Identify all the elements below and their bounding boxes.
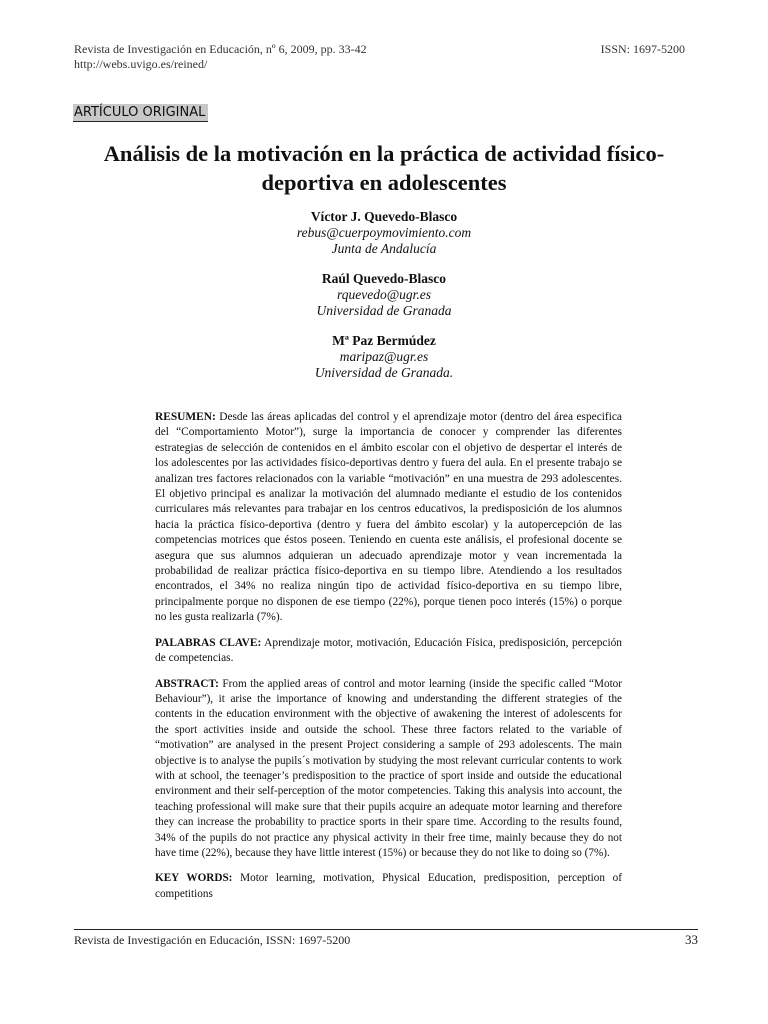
- issn: ISSN: 1697-5200: [600, 42, 685, 56]
- author-name: Víctor J. Quevedo-Blasco: [310, 209, 458, 224]
- abstract-paragraph: [155, 677, 622, 862]
- resumen-text: Desde las áreas aplicadas del control y el aprendizaje motor (dentro del área especifica del “Comportamiento Motor”), surge la importancia de conocer y comprender las diferentes estrategias de selección de contenidos en el ámbito escolar con el objetivo de despertar el interés de los adolescentes por las actividades físico-deportivas dentro y fuera del aula. En el presente trabajo se analizan tres factores relacionados con la variable “motivación” en una muestra de 293 adolescentes. El objetivo principal es analizar la motivación del alumnado mediante el estudio de los contenidos curriculares más relevantes para trabajar en los centros educativos, la predisposición de los alumnos hacia la práctica físico-deportiva (dentro y fuera del ámbito escolar) y la autopercepción de las competencias motrices que éstos poseen. Teniendo en cuenta este análisis, el profesional docente se asegura que sus alumnos adquieran un adecuado aprendizaje motor y vean incrementada la probabilidad de realizar práctica físico-deportiva en su tiempo libre. Atendiendo a los resultados encontrados, el 34% no realiza ningún tipo de actividad físico-deportiva en su tiempo libre, principalmente porque no disponen de ese tiempo (22%), porque tienen poco interés (15%) o porque no les gusta realizarla (7%).: [155, 411, 622, 624]
- author-affiliation: Junta de Andalucía: [331, 240, 437, 256]
- author-email[interactable]: rquevedo@ugr.es: [336, 287, 432, 302]
- author-block: [0, 208, 768, 256]
- key-words-label: KEY WORDS:: [155, 872, 233, 885]
- resumen-label: RESUMEN:: [155, 411, 216, 423]
- palabras-clave-paragraph: [155, 636, 622, 667]
- author-email[interactable]: rebus@cuerpoymovimiento.com: [296, 225, 472, 240]
- palabras-clave-label: PALABRAS CLAVE:: [155, 636, 262, 649]
- abstract-label: ABSTRACT:: [155, 677, 219, 690]
- key-words-paragraph: [155, 871, 622, 902]
- author-name: Raúl Quevedo-Blasco: [321, 271, 447, 286]
- journal-url[interactable]: http://webs.uvigo.es/reined/: [74, 57, 208, 71]
- journal-citation: Revista de Investigación en Educación, nº 6, 2009, pp. 33-42: [74, 42, 367, 56]
- author-affiliation: Universidad de Granada.: [314, 364, 454, 380]
- resumen-paragraph: [155, 410, 622, 626]
- abstract-section: [155, 410, 622, 912]
- running-header: [74, 42, 685, 72]
- article-type-badge: ARTÍCULO ORIGINAL: [73, 104, 208, 122]
- author-block: [0, 270, 768, 318]
- author-block: [0, 332, 768, 380]
- footer-journal: Revista de Investigación en Educación, ISSN: 1697-5200: [74, 933, 351, 947]
- author-email[interactable]: maripaz@ugr.es: [339, 349, 429, 364]
- author-name: Mª Paz Bermúdez: [332, 333, 436, 348]
- running-footer: [74, 929, 698, 948]
- palabras-clave-text: Aprendizaje motor, motivación, Educación Física, predisposición, percepción de competencias.: [155, 636, 622, 665]
- author-list: [0, 208, 768, 394]
- author-affiliation: Universidad de Granada: [316, 302, 452, 318]
- key-words-text: Motor learning, motivation, Physical Education, predisposition, perception of competitions: [155, 872, 622, 900]
- page-number: 33: [685, 932, 698, 947]
- article-title: Análisis de la motivación en la práctica de actividad físico-deportiva en adolescentes: [103, 141, 665, 195]
- abstract-text: From the applied areas of control and motor learning (inside the specific called “Motor Behaviour”), it arise the importance of knowing and understanding the different strategies of the contents in the education environment with the objective of awakening the interest of adolescents for the sport activities inside and outside the school. These three factors related to the variable of “motivation” are analysed in the present Project considering a sample of 293 adolescents. The main objective is to analyse the pupils´s motivation by studying the most relevant curricular contents to work with at school, the teenager’s predisposition to the practice of sport inside and outside the educational environment and their self-perception of the motor competencies. Taking this analysis into account, the teaching professional will make sure that their pupils acquire an adequate motor learning and therefore they can increase the probability to practice sports in their spare time. According to the results found, 34% of the pupils do not practice any physical activity in their free time, mainly because they do not have time (22%), because they have little interest (15%) or because they do not like to doing so (7%).: [155, 677, 622, 859]
